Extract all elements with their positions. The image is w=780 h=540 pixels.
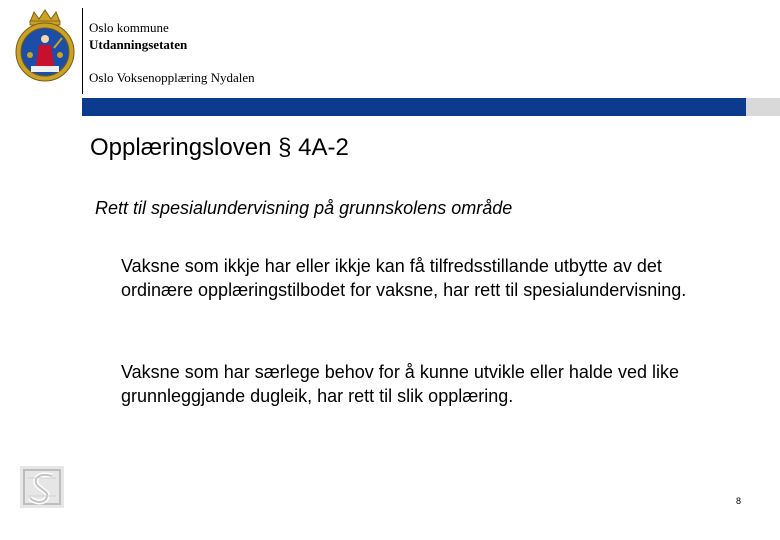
paragraph-1: Vaksne som ikkje har eller ikkje kan få tilfredsstillande utbytte av det ordinære opplæringstilbodet for vaksne, har rett til spesialundervisning.: [121, 256, 687, 300]
paragraph-2: Vaksne som har særlege behov for å kunne utvikle eller halde ved like grunnleggjande dugleik, har rett til slik opplæring.: [121, 362, 679, 406]
slide-subtitle: Rett til spesialundervisning på grunnskolens område: [95, 198, 513, 218]
org-unit: Oslo Voksenopplæring Nydalen: [89, 70, 255, 85]
header-band-accent: [82, 98, 746, 116]
oslo-city-crest-icon: [14, 8, 76, 84]
slide-title: Opplæringsloven § 4A-2: [90, 134, 349, 161]
org-name: Oslo kommune: [89, 20, 169, 35]
org-department: Utdanningsetaten: [89, 37, 188, 52]
oslo-symbol-watermark-icon: [20, 466, 64, 508]
header-divider: [82, 8, 83, 94]
page-number: 8: [736, 496, 742, 506]
